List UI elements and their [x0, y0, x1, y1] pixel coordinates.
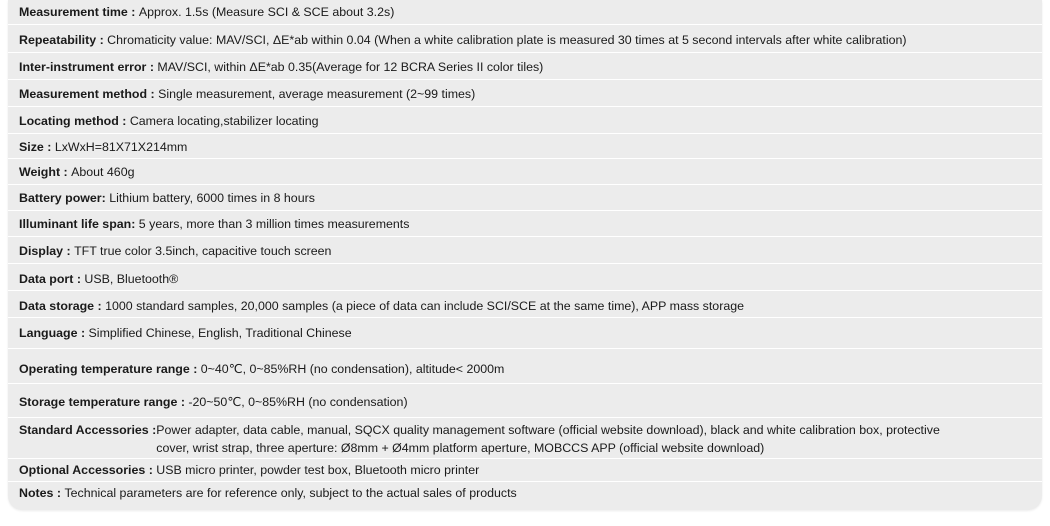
spec-separator: :	[53, 486, 65, 500]
spec-separator: :	[101, 191, 110, 205]
spec-value-line-2: cover, wrist strap, three aperture: Ø8mm + Ø4mm platform aperture, MOBCCS APP (official website download)	[156, 441, 765, 455]
spec-label: Size	[19, 140, 44, 154]
spec-label: Language	[19, 326, 78, 340]
spec-row-data-port	[8, 264, 1042, 291]
spec-value: Lithium battery, 6000 times in 8 hours	[109, 191, 315, 205]
spec-separator: :	[63, 244, 75, 258]
spec-row-repeatability	[8, 25, 1042, 53]
spec-value-line-1: Power adapter, data cable, manual, SQCX quality management software (official website download), black and white calibration box, protective	[156, 423, 940, 437]
spec-label: Operating temperature range	[19, 362, 190, 376]
spec-row-optional-accessories	[8, 459, 1042, 482]
spec-row-size	[8, 134, 1042, 159]
spec-row-measurement-method	[8, 80, 1042, 107]
spec-label: Inter-instrument error	[19, 60, 147, 74]
spec-label: Notes	[19, 486, 54, 500]
spec-label: Measurement time	[19, 5, 128, 19]
spec-value: 1000 standard samples, 20,000 samples (a piece of data can include SCI/SCE at the same time), APP mass storage	[105, 299, 744, 313]
spec-label: Measurement method	[19, 87, 148, 101]
spec-value: USB micro printer, powder test box, Bluetooth micro printer	[156, 463, 480, 477]
spec-separator: :	[96, 33, 108, 47]
spec-row-battery-power	[8, 185, 1042, 211]
spec-table	[8, 0, 1042, 510]
spec-label: Battery power	[19, 191, 102, 205]
spec-separator: :	[127, 5, 139, 19]
spec-value: -20~50℃, 0~85%RH (no condensation)	[188, 395, 408, 409]
spec-row-display	[8, 237, 1042, 264]
spec-separator: :	[43, 140, 55, 154]
spec-separator: :	[146, 60, 158, 74]
spec-separator: :	[118, 114, 130, 128]
spec-row-inter-instrument-error	[8, 53, 1042, 80]
spec-label: Repeatability	[19, 33, 97, 47]
spec-value: MAV/SCI, within ΔE*ab 0.35(Average for 12 BCRA Series II color tiles)	[157, 60, 544, 74]
spec-separator: :	[131, 217, 139, 231]
spec-row-standard-accessories	[8, 418, 1042, 459]
spec-label: Storage temperature range	[19, 395, 178, 409]
spec-value: 5 years, more than 3 million times measurements	[138, 217, 410, 231]
spec-value: Camera locating,stabilizer locating	[129, 114, 319, 128]
spec-row-locating-method	[8, 107, 1042, 134]
spec-separator: :	[77, 326, 89, 340]
spec-label: Display	[19, 244, 64, 258]
spec-value: Simplified Chinese, English, Traditional Chinese	[88, 326, 352, 340]
spec-separator: :	[147, 87, 159, 101]
spec-value: LxWxH=81X71X214mm	[54, 140, 188, 154]
spec-label: Standard Accessories	[19, 423, 149, 437]
spec-separator: :	[177, 395, 189, 409]
spec-value: Technical parameters are for reference only, subject to the actual sales of products	[64, 486, 517, 500]
spec-row-notes	[8, 482, 1042, 510]
spec-row-illuminant-life-span	[8, 211, 1042, 237]
spec-label: Illuminant life span	[19, 217, 132, 231]
spec-value: About 460g	[71, 165, 135, 179]
spec-row-measurement-time	[8, 0, 1042, 25]
spec-value: USB, Bluetooth®	[84, 272, 179, 286]
spec-value: Approx. 1.5s (Measure SCI & SCE about 3.2s)	[138, 5, 395, 19]
spec-separator: :	[148, 423, 157, 437]
spec-separator: :	[189, 362, 201, 376]
spec-row-language	[8, 318, 1042, 349]
spec-separator: :	[145, 463, 157, 477]
spec-label: Data storage	[19, 299, 95, 313]
spec-value: 0~40℃, 0~85%RH (no condensation), altitude< 2000m	[200, 362, 505, 376]
spec-separator: :	[60, 165, 72, 179]
spec-label: Optional Accessories	[19, 463, 146, 477]
spec-row-data-storage	[8, 291, 1042, 318]
spec-value: Single measurement, average measurement (2~99 times)	[158, 87, 476, 101]
spec-value: Chromaticity value: MAV/SCI, ΔE*ab within 0.04 (When a white calibration plate is measured 30 times at 5 second intervals after white calibration)	[107, 33, 907, 47]
spec-row-weight	[8, 159, 1042, 185]
spec-value: TFT true color 3.5inch, capacitive touch screen	[74, 244, 332, 258]
spec-label: Data port	[19, 272, 74, 286]
spec-separator: :	[73, 272, 85, 286]
spec-row-storage-temperature	[8, 384, 1042, 418]
spec-label: Weight	[19, 165, 61, 179]
spec-label: Locating method	[19, 114, 119, 128]
spec-row-operating-temperature	[8, 349, 1042, 384]
spec-separator: :	[94, 299, 106, 313]
